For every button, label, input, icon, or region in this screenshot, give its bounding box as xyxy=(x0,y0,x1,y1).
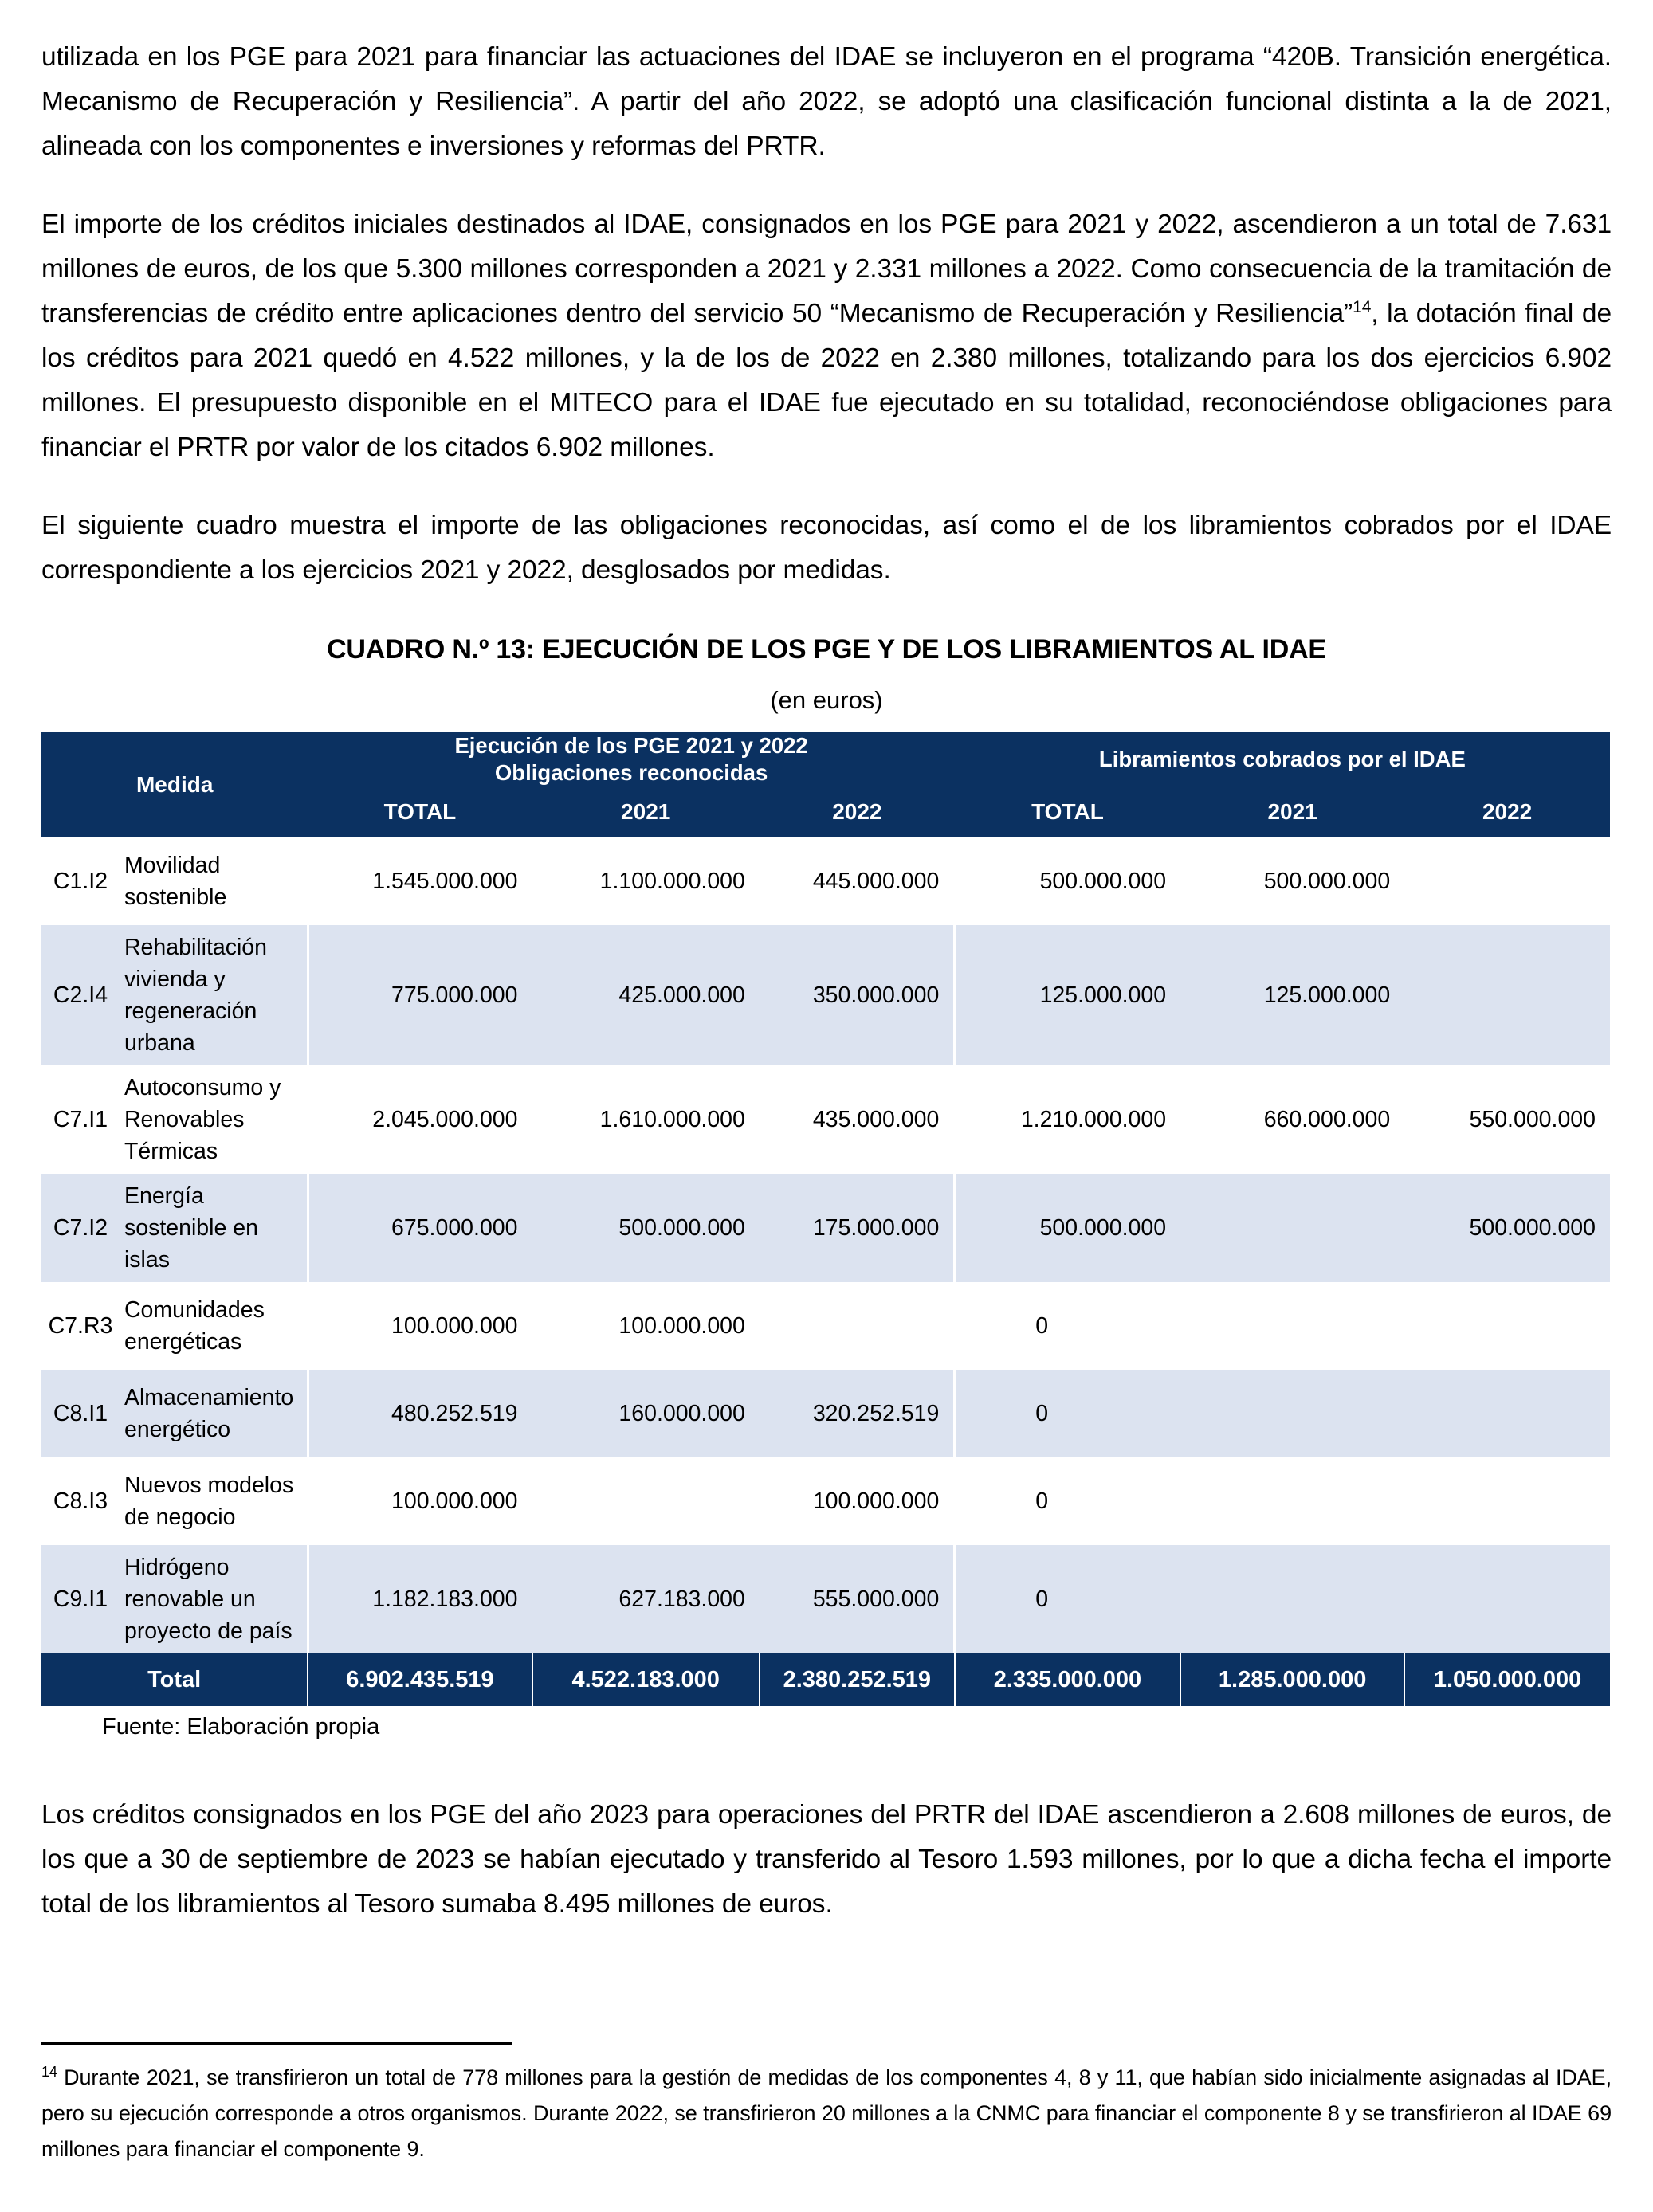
cell-lib-2021 xyxy=(1180,1545,1404,1653)
cell-lib-total: 1.210.000.000 xyxy=(955,1065,1180,1174)
cell-lib-2022: 550.000.000 xyxy=(1469,1107,1596,1132)
cell-pge-2022: 350.000.000 xyxy=(760,925,955,1065)
cell-measure-code: C9.I1 xyxy=(41,1545,120,1653)
cell-lib-total: 0 xyxy=(955,1545,1180,1653)
cell-pge-total: 1.545.000.000 xyxy=(372,869,518,894)
col-header-lib-total: TOTAL xyxy=(955,786,1180,837)
cell-measure-label: Comunidades energéticas xyxy=(120,1282,308,1370)
footnote-separator-rule xyxy=(41,2042,512,2045)
cell-measure-code: C8.I1 xyxy=(41,1370,120,1457)
cell-pge-2021: 627.183.000 xyxy=(532,1545,760,1653)
col-header-pge-2022: 2022 xyxy=(760,786,955,837)
cell-measure-code: C2.I4 xyxy=(41,925,120,1065)
footnote-text: Durante 2021, se transfirieron un total de 778 millones para la gestión de medidas de los componentes 4, 8 y 11, que habían sido inicialmente asignadas al IDAE, pero su ejecución corresponde a otros organismos. Durante 2022, se transfirieron 20 millones a la CNMC para financiar el componente 8 y se transfirieron al IDAE 69 millones para financiar el componente 9. xyxy=(41,2065,1612,2161)
cell-lib-2021: 125.000.000 xyxy=(1180,925,1404,1065)
cell-lib-total: 125.000.000 xyxy=(955,925,1180,1065)
col-group-pge-line2: Obligaciones reconocidas xyxy=(494,760,768,785)
table-head xyxy=(41,732,1610,837)
footnote-ref-14[interactable]: 14 xyxy=(1353,297,1372,316)
footnote-marker: 14 xyxy=(41,2064,57,2080)
footnote-area xyxy=(41,2042,1612,2167)
cell-pge-total: 100.000.000 xyxy=(391,1313,518,1339)
col-group-pge-line1: Ejecución de los PGE 2021 y 2022 xyxy=(454,733,808,758)
cell-total-label: Total xyxy=(41,1653,308,1706)
cell-pge-2021: 160.000.000 xyxy=(532,1370,760,1457)
cell-measure-code: C7.R3 xyxy=(48,1313,113,1339)
cell-lib-2021 xyxy=(1180,1457,1404,1545)
paragraph-2-head: El importe de los créditos iniciales destinados al IDAE, consignados en los PGE para 2021 y 2022, ascendieron a un total de 7.631 millones de euros, de los que 5.300 millones corresponden a 2021 y 2.331 millones a 2022. Como consecuencia de la tramitación de transferencias de crédito entre aplicaciones dentro del servicio 50 “Mecanismo de Recuperación y Resiliencia” xyxy=(41,210,1612,328)
cell-total-pge-2022: 2.380.252.519 xyxy=(760,1653,955,1706)
cell-total-pge-2021: 4.522.183.000 xyxy=(532,1653,760,1706)
cell-pge-total: 480.252.519 xyxy=(308,1370,532,1457)
table-body xyxy=(41,837,1610,1706)
cell-measure-label: Movilidad sostenible xyxy=(120,837,308,925)
col-header-pge-total: TOTAL xyxy=(308,786,532,837)
cell-lib-2021: 660.000.000 xyxy=(1263,1107,1391,1132)
cell-total-lib-2021: 1.285.000.000 xyxy=(1180,1653,1404,1706)
table-row xyxy=(41,1174,1610,1282)
col-header-medida: Medida xyxy=(41,732,308,837)
cell-lib-2022 xyxy=(1404,1457,1610,1545)
cell-lib-2021: 500.000.000 xyxy=(1263,869,1391,894)
table-title: CUADRO N.º 13: EJECUCIÓN DE LOS PGE Y DE LOS LIBRAMIENTOS AL IDAE xyxy=(327,634,1326,665)
col-header-lib-2022: 2022 xyxy=(1404,786,1610,837)
cell-total-pge-total: 6.902.435.519 xyxy=(308,1653,532,1706)
cell-pge-2022: 175.000.000 xyxy=(760,1174,955,1282)
paragraph-1: utilizada en los PGE para 2021 para financiar las actuaciones del IDAE se incluyeron en el programa “420B. Transición energética. Mecanismo de Recuperación y Resiliencia”. A partir del año 2022, se adoptó una clasificación funcional distinta a la de 2021, alineada con los componentes e inversiones y reformas del PRTR. xyxy=(41,42,1612,161)
cell-measure-label: Almacenamiento energético xyxy=(120,1370,308,1457)
cell-lib-2022 xyxy=(1404,1370,1610,1457)
cell-pge-2022: 445.000.000 xyxy=(812,869,940,894)
cell-pge-2022 xyxy=(760,1282,955,1370)
table-row xyxy=(41,1065,1610,1174)
cell-pge-total: 2.045.000.000 xyxy=(372,1107,518,1132)
cell-pge-2022: 435.000.000 xyxy=(812,1107,940,1132)
table-row xyxy=(41,1282,1610,1370)
page-content xyxy=(41,35,1612,1960)
footnote-14 xyxy=(41,2060,1612,2167)
cell-pge-total: 675.000.000 xyxy=(308,1174,532,1282)
cell-pge-2021: 1.100.000.000 xyxy=(599,869,745,894)
table-row xyxy=(41,1457,1610,1545)
cell-pge-total: 1.182.183.000 xyxy=(308,1545,532,1653)
col-header-lib-2021: 2021 xyxy=(1180,786,1404,837)
table-row xyxy=(41,1370,1610,1457)
cell-measure-label: Autoconsumo y Renovables Térmicas xyxy=(120,1065,308,1174)
col-group-header-pge xyxy=(308,732,954,786)
paragraph-4: Los créditos consignados en los PGE del año 2023 para operaciones del PRTR del IDAE ascendieron a 2.608 millones de euros, de los que a 30 de septiembre de 2023 se habían ejecutado y transferido al Tesoro 1.593 millones, por lo que a dicha fecha el importe total de los libramientos al Tesoro sumaba 8.495 millones de euros. xyxy=(41,1800,1612,1919)
paragraph-2-tail: , la dotación final de los créditos para 2021 quedó en 4.522 millones, y la de los de 2022 en 2.380 millones, totalizando para los dos ejercicios 6.902 millones. El presupuesto disponible en el MITECO para el IDAE fue ejecutado en su totalidad, reconociéndose obligaciones para financiar el PRTR por valor de los citados 6.902 millones. xyxy=(41,299,1612,462)
cell-measure-code: C1.I2 xyxy=(53,869,108,894)
cell-measure-label: Hidrógeno renovable un proyecto de país xyxy=(120,1545,308,1653)
cell-pge-2022: 555.000.000 xyxy=(760,1545,955,1653)
cell-lib-total: 0 xyxy=(955,1282,1180,1370)
col-group-header-libramientos: Libramientos cobrados por el IDAE xyxy=(955,732,1610,786)
table-row xyxy=(41,1545,1610,1653)
table-source: Fuente: Elaboración propia xyxy=(102,1714,380,1739)
ejecucion-pge-table xyxy=(41,732,1610,1706)
cell-measure-label: Energía sostenible en islas xyxy=(120,1174,308,1282)
cell-pge-total: 100.000.000 xyxy=(391,1488,518,1514)
cell-pge-2021: 100.000.000 xyxy=(618,1313,745,1339)
cell-total-lib-total: 2.335.000.000 xyxy=(955,1653,1180,1706)
table-row xyxy=(41,837,1610,925)
cell-lib-2022: 500.000.000 xyxy=(1404,1174,1610,1282)
cell-measure-code: C7.I1 xyxy=(53,1107,108,1132)
table-header-row-1 xyxy=(41,732,1610,786)
cell-pge-2021: 500.000.000 xyxy=(532,1174,760,1282)
table-row xyxy=(41,925,1610,1065)
cell-lib-2022 xyxy=(1404,925,1610,1065)
cell-lib-2022 xyxy=(1404,1545,1610,1653)
col-header-pge-2021: 2021 xyxy=(532,786,760,837)
cell-lib-total: 500.000.000 xyxy=(955,837,1180,925)
cell-pge-2022: 320.252.519 xyxy=(760,1370,955,1457)
cell-lib-total: 0 xyxy=(955,1370,1180,1457)
cell-measure-code: C8.I3 xyxy=(53,1488,108,1514)
cell-total-lib-2022: 1.050.000.000 xyxy=(1404,1653,1610,1706)
cell-pge-2021 xyxy=(532,1457,760,1545)
cell-measure-label: Nuevos modelos de negocio xyxy=(120,1457,308,1545)
cell-pge-total: 775.000.000 xyxy=(308,925,532,1065)
cell-lib-2022 xyxy=(1404,1282,1610,1370)
cell-pge-2021: 425.000.000 xyxy=(532,925,760,1065)
table-subtitle: (en euros) xyxy=(770,686,883,714)
cell-measure-label: Rehabilitación vivienda y regeneración urbana xyxy=(120,925,308,1065)
cell-lib-2021 xyxy=(1180,1174,1404,1282)
paragraph-3: El siguiente cuadro muestra el importe de las obligaciones reconocidas, así como el de los libramientos cobrados por el IDAE correspondiente a los ejercicios 2021 y 2022, desglosados por medidas. xyxy=(41,511,1612,585)
cell-lib-2021 xyxy=(1180,1282,1404,1370)
cell-lib-2021 xyxy=(1180,1370,1404,1457)
cell-lib-2022 xyxy=(1404,837,1610,925)
paragraph-2 xyxy=(41,202,1612,470)
cell-pge-2022: 100.000.000 xyxy=(812,1488,940,1514)
table-total-row xyxy=(41,1653,1610,1706)
cell-lib-total: 0 xyxy=(955,1457,1180,1545)
cell-measure-code: C7.I2 xyxy=(41,1174,120,1282)
cell-lib-total: 500.000.000 xyxy=(955,1174,1180,1282)
cell-pge-2021: 1.610.000.000 xyxy=(599,1107,745,1132)
